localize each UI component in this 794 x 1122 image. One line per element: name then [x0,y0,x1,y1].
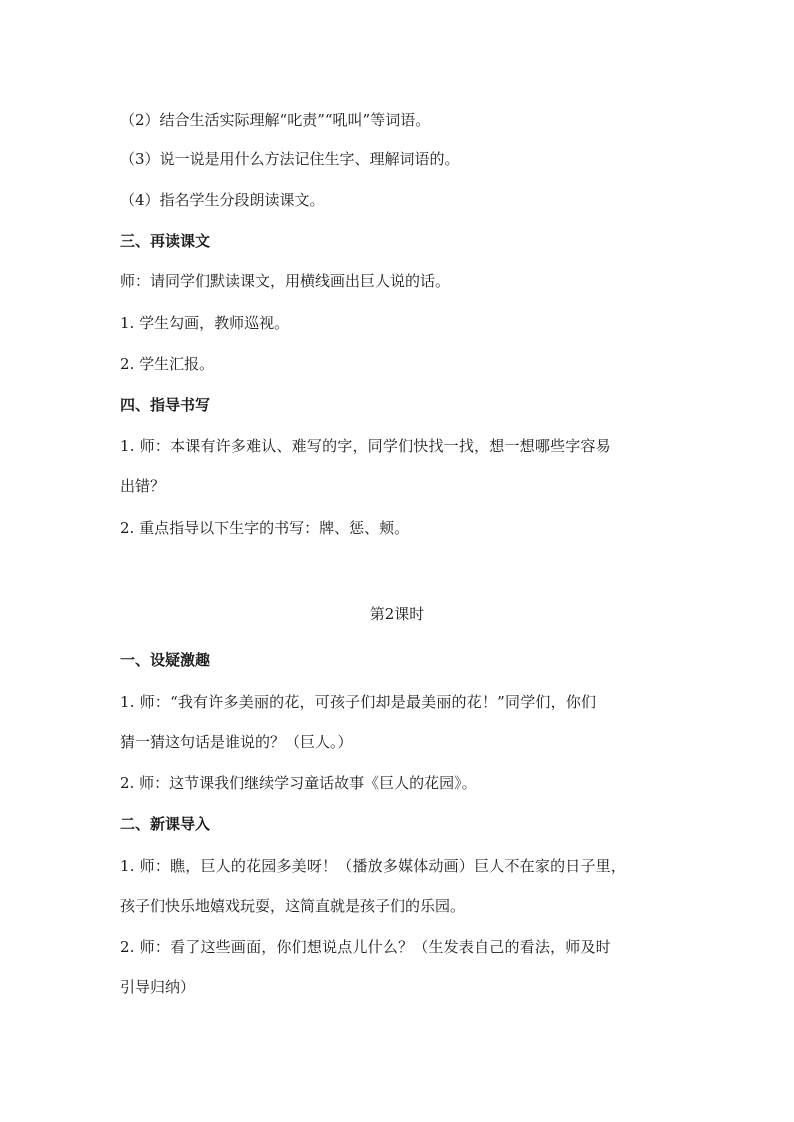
paragraph: 引导归纳） [120,978,196,996]
paragraph: 2. 学生汇报。 [120,355,215,373]
paragraph: （3）说一说是用什么方法记住生字、理解词语的。 [120,150,460,168]
paragraph: 2. 师：看了这些画面，你们想说点儿什么？（生发表自己的看法，师及时 [120,938,611,956]
paragraph: （2）结合生活实际理解“叱责”“吼叫”等词语。 [120,111,431,129]
paragraph: 孩子们快乐地嬉戏玩耍，这简直就是孩子们的乐园。 [120,897,466,915]
paragraph: 出错？ [120,477,166,495]
paragraph: 2. 重点指导以下生字的书写：牌、惩、颊。 [120,519,410,537]
paragraph: 1. 师：“我有许多美丽的花，可孩子们却是最美丽的花！”同学们，你们 [120,693,597,711]
lesson-title: 第2课时 [369,605,425,623]
section-heading: 一、设疑激趣 [120,651,211,669]
paragraph: 猜一猜这句话是谁说的？（巨人。） [120,733,353,751]
section-heading: 四、指导书写 [120,396,211,414]
paragraph: 1. 师：瞧，巨人的花园多美呀！（播放多媒体动画）巨人不在家的日子里， [120,857,627,875]
paragraph: 1. 学生勾画，教师巡视。 [120,314,290,332]
section-heading: 三、再读课文 [120,232,211,250]
section-heading: 二、新课导入 [120,815,211,833]
paragraph: 2. 师：这节课我们继续学习童话故事《巨人的花园》。 [120,774,477,792]
paragraph: 师：请同学们默读课文，用横线画出巨人说的话。 [120,272,451,290]
paragraph: （4）指名学生分段朗读课文。 [120,191,325,209]
paragraph: 1. 师：本课有许多难认、难写的字，同学们快找一找，想一想哪些字容易 [120,437,611,455]
